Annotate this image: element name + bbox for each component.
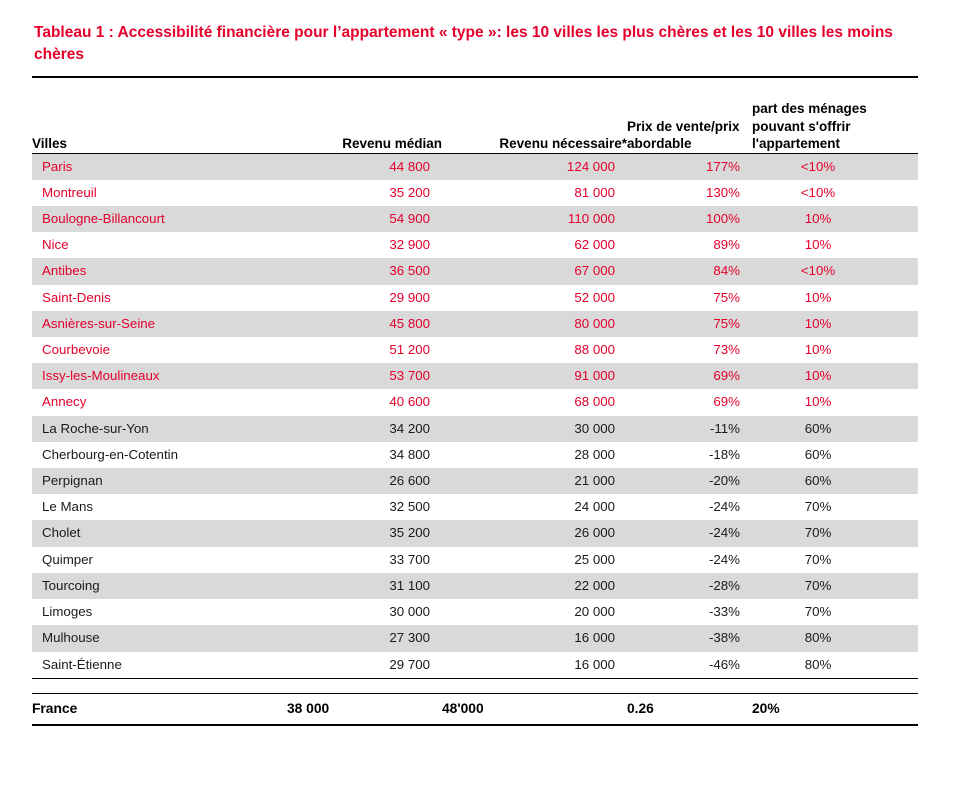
cell-median-income: 32 500	[389, 499, 430, 515]
column-header-city: Villes	[32, 136, 68, 152]
cell-needed-income: 30 000	[442, 416, 627, 442]
cell-median-income: 51 200	[389, 342, 430, 358]
table-row	[32, 311, 918, 337]
cell-needed-income: 62 000	[574, 237, 615, 253]
cell-share: 10%	[752, 206, 918, 232]
total-median-income: 38 000	[287, 694, 442, 724]
cell-city: Quimper	[42, 551, 93, 567]
cell-median-income: 53 700	[287, 363, 442, 389]
table-body	[32, 153, 918, 678]
cell-needed-income: 20 000	[574, 604, 615, 620]
cell-price-ratio: -20%	[627, 468, 752, 494]
cell-needed-income: 52 000	[574, 289, 615, 305]
cell-needed-income: 16 000	[574, 656, 615, 672]
cell-price-ratio: 73%	[713, 342, 740, 358]
cell-share: 80%	[804, 656, 832, 672]
cell-needed-income: 24 000	[574, 499, 615, 515]
table-row	[32, 258, 918, 284]
cell-share: <10%	[800, 184, 836, 200]
cell-share: 70%	[804, 604, 832, 620]
cell-median-income: 54 900	[287, 206, 442, 232]
cell-price-ratio: -46%	[708, 656, 740, 672]
table-row	[32, 468, 918, 494]
cell-share: 10%	[804, 342, 832, 358]
cell-price-ratio: 84%	[627, 258, 752, 284]
cell-price-ratio: 89%	[713, 237, 740, 253]
total-needed-income: 48'000	[442, 694, 627, 724]
cell-share: 10%	[804, 289, 832, 305]
cell-needed-income: 68 000	[574, 394, 615, 410]
column-header-needed-income: Revenu nécessaire*	[499, 136, 627, 152]
table-header	[32, 77, 918, 153]
cell-price-ratio: 69%	[713, 394, 740, 410]
cell-price-ratio: -24%	[708, 551, 740, 567]
cell-share: 80%	[752, 625, 918, 651]
cell-median-income: 35 200	[287, 520, 442, 546]
cell-price-ratio: -38%	[627, 625, 752, 651]
cell-needed-income: 124 000	[442, 153, 627, 180]
total-price-ratio: 0.26	[627, 694, 752, 724]
cell-city: Paris	[32, 153, 287, 180]
cell-city: Limoges	[42, 604, 93, 620]
cell-price-ratio: 100%	[627, 206, 752, 232]
column-header-price-ratio: Prix de vente/prix abordable	[627, 118, 740, 152]
cell-median-income: 30 000	[389, 604, 430, 620]
cell-needed-income: 25 000	[574, 551, 615, 567]
cell-price-ratio: 75%	[713, 289, 740, 305]
table-footer	[32, 678, 918, 725]
cell-city: Montreuil	[42, 184, 97, 200]
table-row	[32, 206, 918, 232]
table-row	[32, 363, 918, 389]
affordability-table	[32, 76, 918, 726]
cell-city: Cherbourg-en-Cotentin	[42, 446, 179, 462]
cell-median-income: 44 800	[287, 153, 442, 180]
cell-price-ratio: 69%	[627, 363, 752, 389]
cell-city: Saint-Denis	[42, 289, 111, 305]
table-row	[32, 285, 918, 311]
cell-city: Antibes	[32, 258, 287, 284]
cell-needed-income: 80 000	[442, 311, 627, 337]
header-row	[32, 100, 918, 153]
cell-needed-income: 81 000	[574, 184, 615, 200]
table-row	[32, 337, 918, 363]
cell-share: 60%	[752, 468, 918, 494]
cell-share: <10%	[752, 153, 918, 180]
cell-median-income: 34 200	[287, 416, 442, 442]
cell-price-ratio: -33%	[708, 604, 740, 620]
cell-median-income: 31 100	[287, 573, 442, 599]
total-share: 20%	[752, 694, 918, 724]
cell-city: Perpignan	[32, 468, 287, 494]
cell-median-income: 34 800	[389, 446, 430, 462]
total-city: France	[32, 694, 287, 724]
table-row	[32, 625, 918, 651]
cell-share: 10%	[752, 311, 918, 337]
cell-city: Mulhouse	[32, 625, 287, 651]
cell-city: Annecy	[42, 394, 87, 410]
table-row	[32, 389, 918, 415]
cell-price-ratio: 177%	[627, 153, 752, 180]
cell-share: 10%	[752, 363, 918, 389]
table-row	[32, 442, 918, 468]
cell-city: Cholet	[32, 520, 287, 546]
cell-city: La Roche-sur-Yon	[32, 416, 287, 442]
cell-needed-income: 91 000	[442, 363, 627, 389]
cell-city: Tourcoing	[32, 573, 287, 599]
cell-share: 70%	[752, 520, 918, 546]
cell-median-income: 27 300	[287, 625, 442, 651]
cell-median-income: 26 600	[287, 468, 442, 494]
rule-bottom	[32, 724, 918, 725]
cell-share: 60%	[752, 416, 918, 442]
cell-city: Asnières-sur-Seine	[32, 311, 287, 337]
footer-gap	[32, 678, 918, 693]
cell-needed-income: 88 000	[574, 342, 615, 358]
cell-price-ratio: -24%	[708, 499, 740, 515]
table-row	[32, 520, 918, 546]
table-row	[32, 232, 918, 258]
table-row	[32, 652, 918, 678]
cell-needed-income: 22 000	[442, 573, 627, 599]
cell-price-ratio: -28%	[627, 573, 752, 599]
cell-needed-income: 28 000	[574, 446, 615, 462]
cell-needed-income: 16 000	[442, 625, 627, 651]
cell-share: 10%	[804, 394, 832, 410]
table-row	[32, 180, 918, 206]
table-row	[32, 573, 918, 599]
cell-share: 10%	[804, 237, 832, 253]
cell-needed-income: 67 000	[442, 258, 627, 284]
table-title: Tableau 1 : Accessibilité financière pour l’appartement « type »: les 10 villes les plus chères et les 10 villes les moins chères	[34, 24, 893, 63]
cell-share: 70%	[804, 551, 832, 567]
cell-needed-income: 26 000	[442, 520, 627, 546]
cell-needed-income: 21 000	[442, 468, 627, 494]
cell-median-income: 35 200	[389, 184, 430, 200]
cell-city: Nice	[42, 237, 69, 253]
cell-city: Courbevoie	[42, 342, 111, 358]
cell-median-income: 40 600	[389, 394, 430, 410]
cell-city: Boulogne-Billancourt	[32, 206, 287, 232]
cell-price-ratio: -11%	[627, 416, 752, 442]
cell-median-income: 32 900	[389, 237, 430, 253]
cell-median-income: 45 800	[287, 311, 442, 337]
cell-price-ratio: -18%	[708, 446, 740, 462]
cell-median-income: 36 500	[287, 258, 442, 284]
total-row	[32, 694, 918, 724]
header-spacer	[32, 78, 918, 100]
table-row	[32, 599, 918, 625]
cell-median-income: 29 700	[389, 656, 430, 672]
cell-city: Le Mans	[42, 499, 93, 515]
column-header-share: part des ménages pouvant s'offrir l'appartement	[752, 101, 867, 152]
cell-share: 70%	[804, 499, 832, 515]
cell-median-income: 33 700	[389, 551, 430, 567]
cell-price-ratio: 75%	[627, 311, 752, 337]
cell-share: 70%	[752, 573, 918, 599]
cell-city: Saint-Étienne	[42, 656, 122, 672]
cell-share: <10%	[752, 258, 918, 284]
cell-share: 60%	[804, 446, 832, 462]
cell-city: Issy-les-Moulineaux	[32, 363, 287, 389]
table-row	[32, 494, 918, 520]
cell-median-income: 29 900	[389, 289, 430, 305]
column-header-median-income: Revenu médian	[342, 136, 442, 152]
cell-price-ratio: 130%	[705, 184, 740, 200]
table-row	[32, 547, 918, 573]
table-row	[32, 416, 918, 442]
table-row	[32, 153, 918, 180]
cell-needed-income: 110 000	[442, 206, 627, 232]
cell-price-ratio: -24%	[627, 520, 752, 546]
